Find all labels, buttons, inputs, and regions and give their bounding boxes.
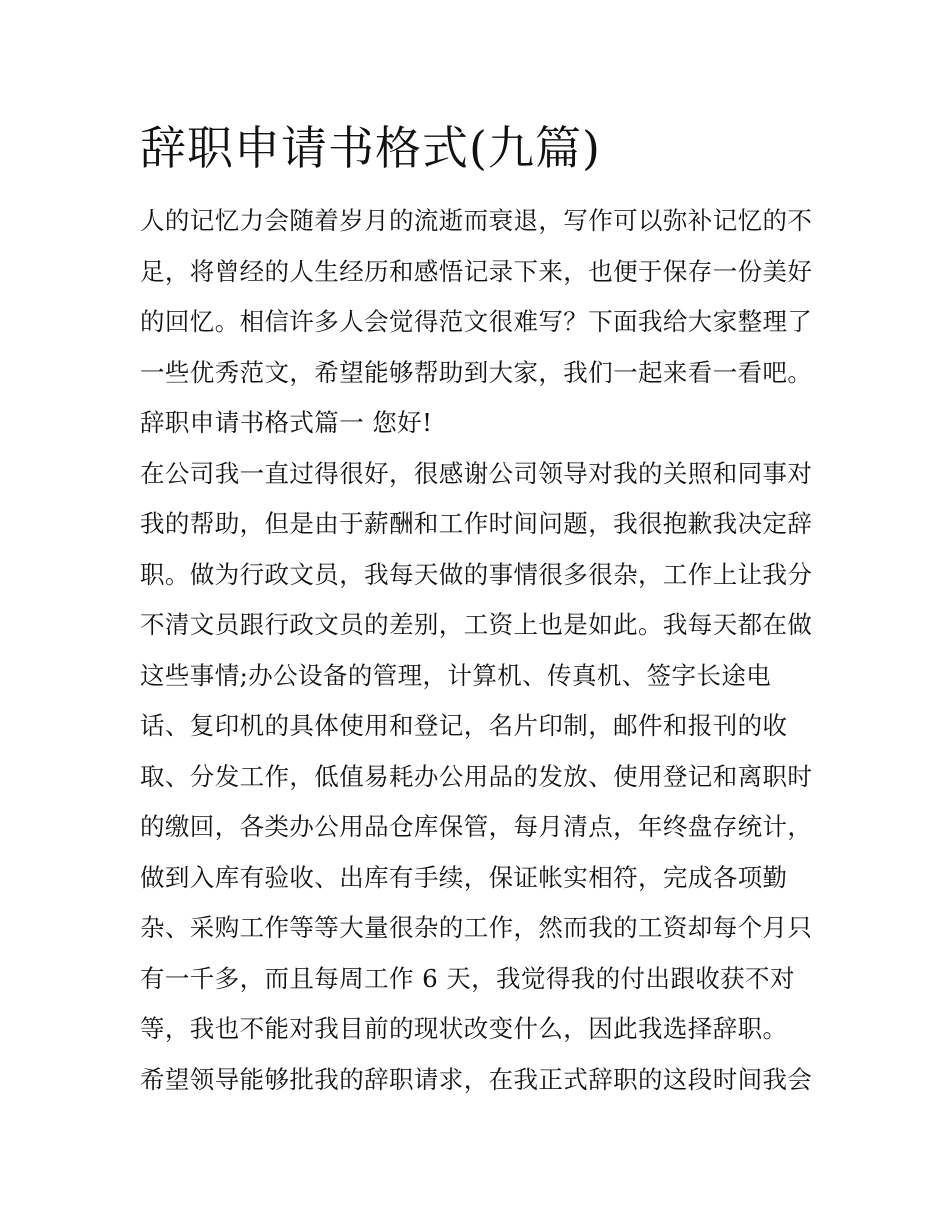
body-line-14: 做到入库有验收、出库有手续，保证帐实相符，完成各项勤 [140, 862, 788, 892]
body-line-3: 的回忆。相信许多人会觉得范文很难写？下面我给大家整理了 [140, 307, 813, 336]
body-line-8: 职。做为行政文员，我每天做的事情很多很杂，工作上让我分 [140, 559, 813, 589]
body-line-11: 话、复印机的具体使用和登记，名片印制，邮件和报刊的收 [140, 711, 788, 740]
body-line-17: 等，我也不能对我目前的现状改变什么，因此我选择辞职。 [140, 1014, 788, 1043]
body-line-7: 我的帮助，但是由于薪酬和工作时间问题，我很抱歉我决定辞 [140, 509, 813, 538]
document-title: 辞职申请书格式(九篇) [140, 121, 601, 175]
body-line-9: 不清文员跟行政文员的差别，工资上也是如此。我每天都在做 [140, 610, 813, 639]
body-line-4: 一些优秀范文，希望能够帮助到大家，我们一起来看一看吧。 [140, 357, 813, 387]
section-heading-line: 辞职申请书格式篇一 您好! [140, 408, 433, 437]
body-line-18: 希望领导能够批我的辞职请求，在我正式辞职的这段时间我会 [140, 1064, 813, 1094]
document-body [140, 196, 820, 1105]
body-line-12: 取、分发工作，低值易耗办公用品的发放、使用登记和离职时 [140, 761, 813, 791]
body-line-6: 在公司我一直过得很好，很感谢公司领导对我的关照和同事对 [140, 458, 813, 488]
body-line-10: 这些事情;办公设备的管理，计算机、传真机、签字长途电 [140, 660, 772, 690]
body-line-16: 有一千多，而且每周工作 6 天，我觉得我的付出跟收获不对 [140, 963, 795, 993]
body-line-1: 人的记忆力会随着岁月的流逝而衰退，写作可以弥补记忆的不 [140, 206, 813, 235]
body-line-13: 的缴回，各类办公用品仓库保管，每月清点，年终盘存统计， [140, 812, 813, 841]
body-line-15: 杂、采购工作等等大量很杂的工作，然而我的工资却每个月只 [140, 913, 813, 942]
body-line-2: 足，将曾经的人生经历和感悟记录下来，也便于保存一份美好 [140, 256, 813, 286]
